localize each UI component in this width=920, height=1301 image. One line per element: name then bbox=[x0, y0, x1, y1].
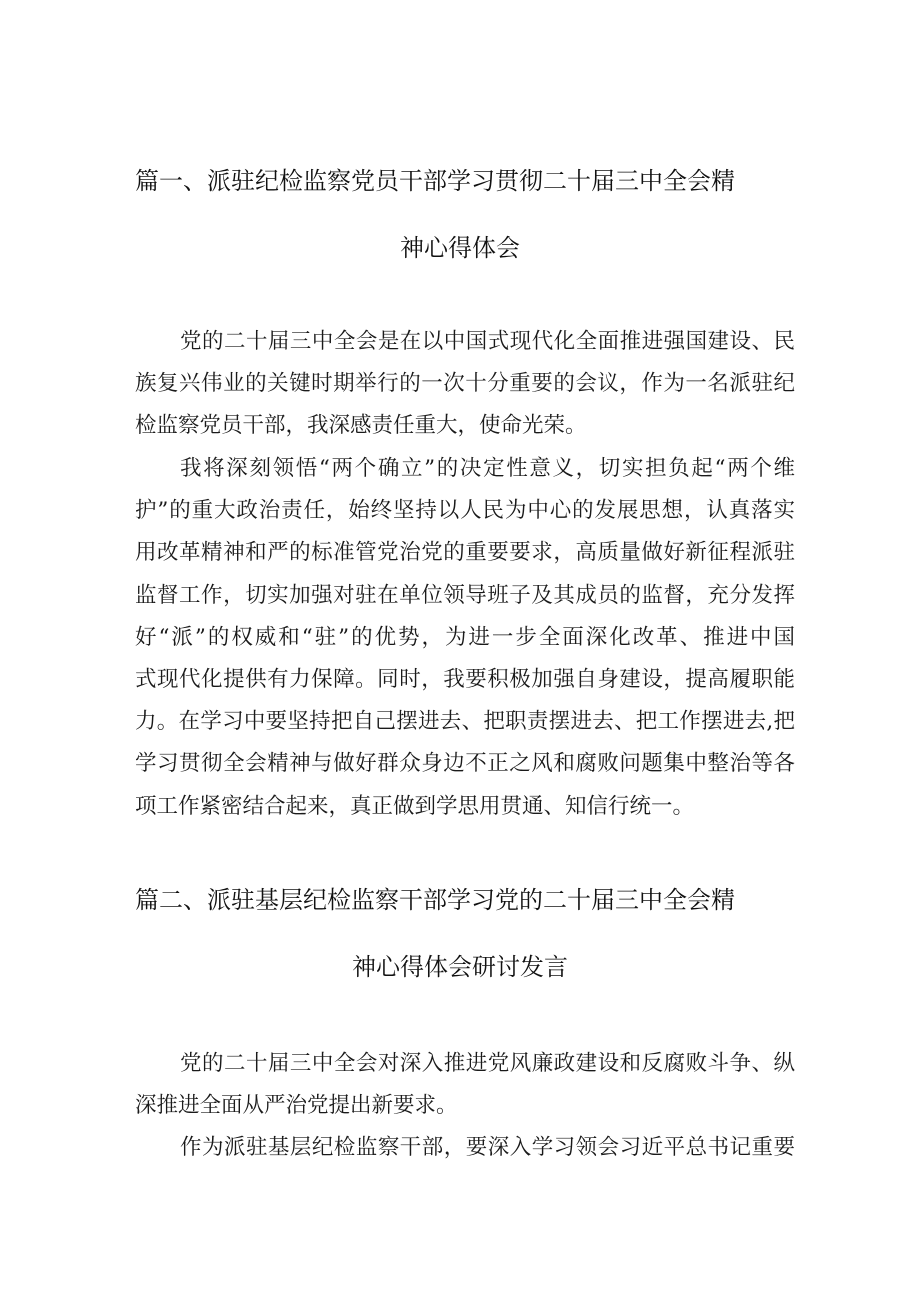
paragraph-line: 监督工作，切实加强对驻在单位领导班子及其成员的监督，充分发挥 bbox=[135, 582, 795, 608]
paragraph-line: 好“派”的权威和“驻”的优势，为进一步全面深化改革、推进中国 bbox=[135, 624, 795, 650]
paragraph-line: 用改革精神和严的标准管党治党的重要要求，高质量做好新征程派驻 bbox=[135, 540, 795, 566]
paragraph-line: 作为派驻基层纪检监察干部，要深入学习领会习近平总书记重要 bbox=[180, 1135, 795, 1160]
section1-heading-line2: 神心得体会 bbox=[400, 234, 520, 262]
section2-paragraph-1 bbox=[135, 1043, 795, 1127]
section1-paragraph-2 bbox=[135, 448, 795, 828]
paragraph-line: 我将深刻领悟“两个确立”的决定性意义，切实担负起“两个维 bbox=[180, 456, 795, 481]
section2-heading-line2: 神心得体会研讨发言 bbox=[352, 953, 568, 981]
paragraph-line: 深推进全面从严治党提出新要求。 bbox=[135, 1093, 458, 1119]
section2-paragraph-2 bbox=[135, 1127, 795, 1169]
paragraph-line: 力。在学习中要坚持把自己摆进去、把职责摆进去、把工作摆进去,把 bbox=[135, 709, 795, 735]
section1-paragraph-1 bbox=[135, 321, 795, 448]
section2-heading-line1: 篇二、派驻基层纪检监察干部学习党的二十届三中全会精 bbox=[135, 886, 735, 914]
paragraph-line: 学习贯彻全会精神与做好群众身边不正之风和腐败问题集中整治等各 bbox=[135, 751, 795, 777]
paragraph-line: 检监察党员干部，我深感责任重大，使命光荣。 bbox=[135, 413, 587, 439]
paragraph-line: 党的二十届三中全会是在以中国式现代化全面推进强国建设、民 bbox=[180, 329, 795, 354]
paragraph-line: 项工作紧密结合起来，真正做到学思用贯通、知信行统一。 bbox=[135, 793, 695, 819]
section1-heading-line1: 篇一、派驻纪检监察党员干部学习贯彻二十届三中全会精 bbox=[135, 167, 735, 195]
paragraph-line: 族复兴伟业的关键时期举行的一次十分重要的会议，作为一名派驻纪 bbox=[135, 371, 795, 397]
paragraph-line: 式现代化提供有力保障。同时，我要积极加强自身建设，提高履职能 bbox=[135, 666, 795, 692]
paragraph-line: 党的二十届三中全会对深入推进党风廉政建设和反腐败斗争、纵 bbox=[180, 1051, 795, 1076]
paragraph-line: 护”的重大政治责任，始终坚持以人民为中心的发展思想，认真落实 bbox=[135, 498, 795, 524]
